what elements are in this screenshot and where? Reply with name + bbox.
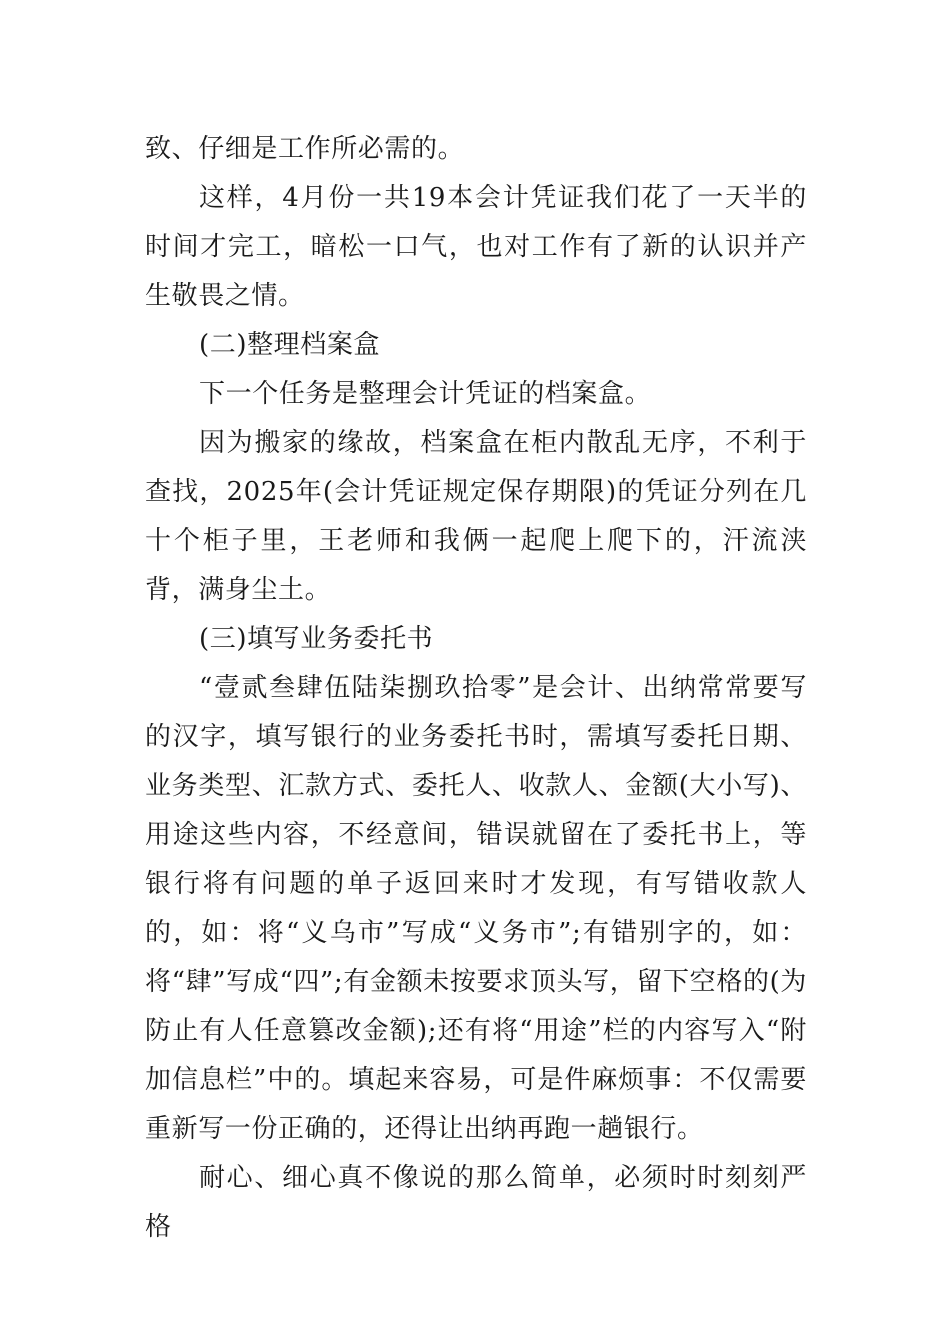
paragraph-entrustment-details: “壹贰叁肆伍陆柒捌玖拾零”是会计、出纳常常要写的汉字，填写银行的业务委托书时，需填写委托日期、业务类型、汇款方式、委托人、收款人、金额(大小写)、用途这些内容，不经意间，错误就留在了委托书上，等银行将有问题的单子返回来时才发现，有写错收款人的，如：将“义乌市”写成“义务市”;有错别字的，如：将“肆”写成“四”;有金额未按要求顶头写，留下空格的(为防止有人任意篡改金额);还有将“用途”栏的内容写入“附加信息栏”中的。填起来容易，可是件麻烦事：不仅需要重新写一份正确的，还得让出纳再跑一趟银行。 [145, 673, 807, 1144]
section-heading-archive-boxes: (二)整理档案盒 [199, 330, 381, 360]
paragraph-continuation: 致、仔细是工作所必需的。 [145, 134, 465, 164]
paragraph-patience: 耐心、细心真不像说的那么简单，必须时时刻刻严格 [145, 1163, 807, 1242]
paragraph-archive-details: 因为搬家的缘故，档案盒在柜内散乱无序，不利于查找，2025年(会计凭证规定保存期限)的凭证分列在几十个柜子里，王老师和我俩一起爬上爬下的，汗流浃背，满身尘土。 [145, 428, 807, 605]
paragraph-completion: 这样，4月份一共19本会计凭证我们花了一天半的时间才完工，暗松一口气，也对工作有了新的认识并产生敬畏之情。 [145, 183, 807, 311]
document-body [145, 125, 807, 1252]
section-heading-entrustment: (三)填写业务委托书 [199, 624, 434, 654]
paragraph-next-task: 下一个任务是整理会计凭证的档案盒。 [199, 379, 652, 409]
